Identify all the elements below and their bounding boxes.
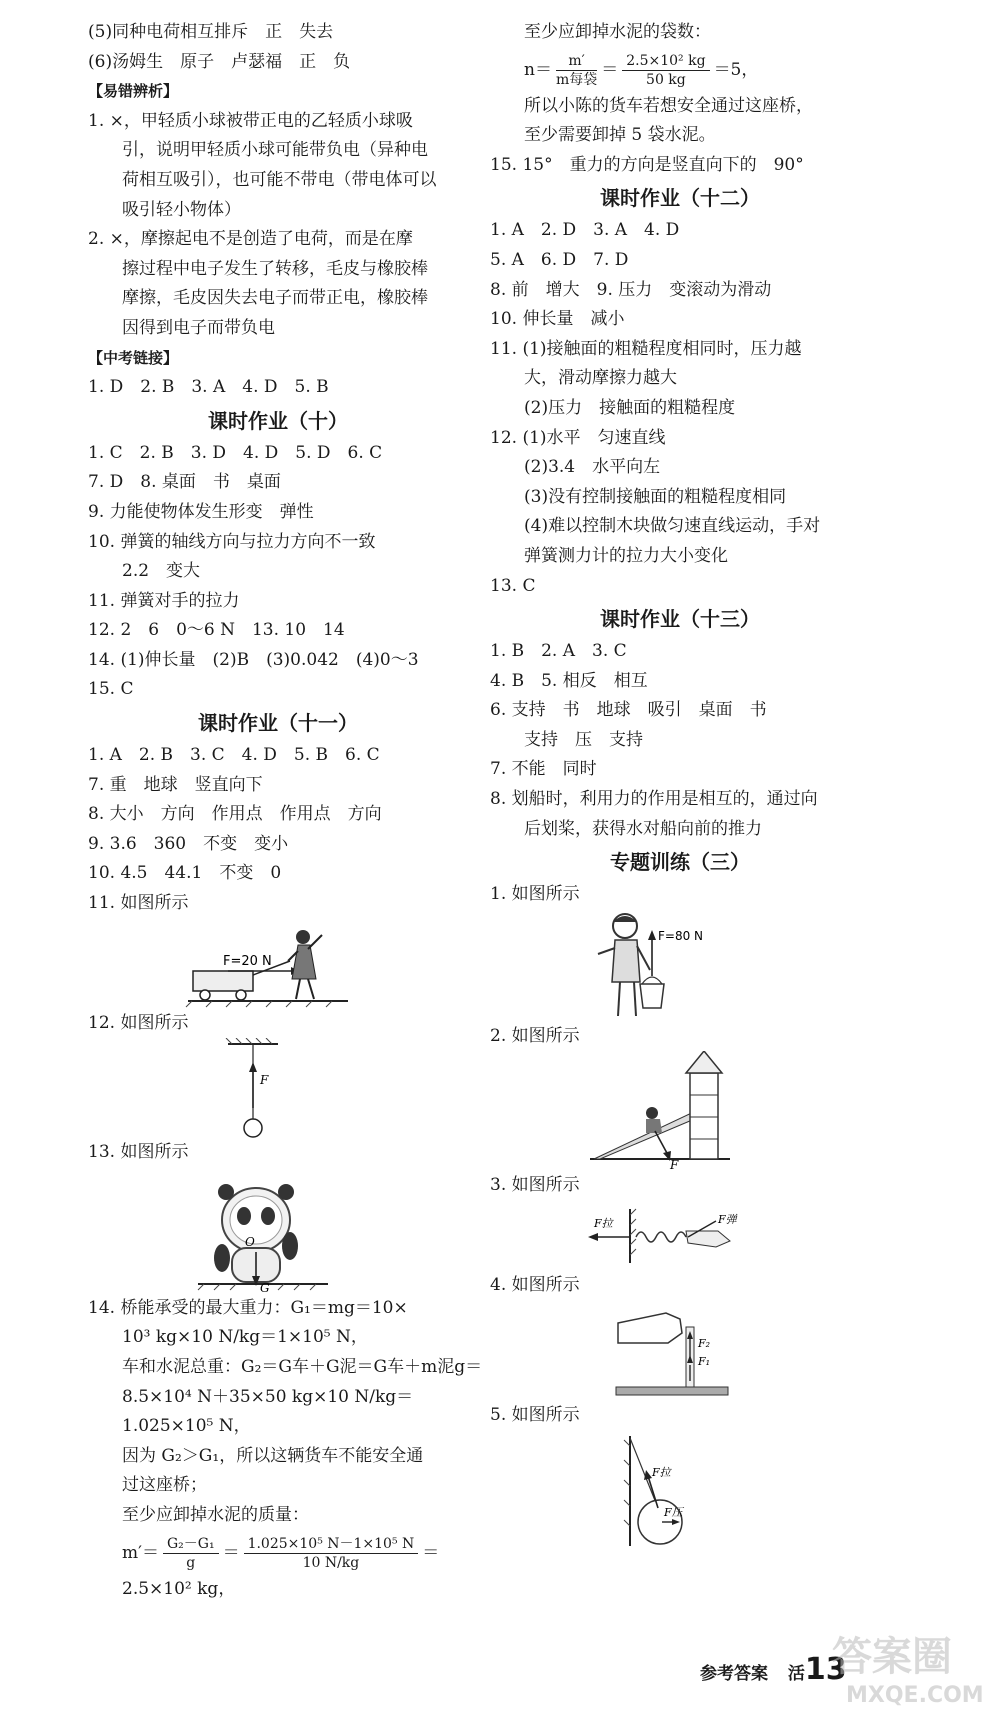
- watermark-text: 答案圈: [832, 1634, 952, 1680]
- answer-line: 8. 大小 方向 作用点 作用点 方向: [88, 804, 382, 825]
- section-tag-error: 【易错辨析】: [88, 82, 179, 101]
- figure-hand-rod: [490, 1301, 870, 1401]
- answer-line: 12. 如图所示: [88, 1012, 189, 1033]
- force-label: G: [260, 1280, 270, 1294]
- section-heading: 专题训练（三）: [610, 850, 750, 875]
- answer-line: 引，说明甲轻质小球可能带负电（异种电: [122, 140, 428, 161]
- answer-line: 2. ×，摩擦起电不是创造了电荷，而是在摩: [88, 229, 413, 250]
- section-tag-exam: 【中考链接】: [88, 348, 179, 367]
- section-heading: 课时作业（十一）: [198, 711, 358, 736]
- answer-line: (2)压力 接触面的粗糙程度: [524, 397, 736, 418]
- figure-slide: [490, 1051, 870, 1171]
- answer-line: 摩擦，毛皮因失去电子而带正电，橡胶棒: [122, 288, 428, 309]
- answer-line: 4. B 5. 相反 相互: [490, 670, 648, 691]
- answer-line: 11. 弹簧对手的拉力: [88, 590, 240, 611]
- answer-line: 所以小陈的货车若想安全通过这座桥，: [524, 95, 813, 116]
- fraction: $\frac{\text{1.025×10⁵ N－1×10⁵ N}}{10 N/kg}$: [244, 1535, 419, 1572]
- right-column: [490, 18, 870, 1550]
- answer-line: 4. 如图所示: [490, 1275, 580, 1296]
- page-footer: [700, 1652, 847, 1687]
- answer-line: 9. 力能使物体发生形变 弹性: [88, 501, 314, 522]
- answer-line: 8. 前 增大 9. 压力 变滚动为滑动: [490, 279, 772, 300]
- answer-line: 15. 15° 重力的方向是竖直向下的 90°: [490, 154, 804, 175]
- answer-line: 1. D 2. B 3. A 4. D 5. B: [88, 377, 329, 398]
- answer-line: 10. 伸长量 减小: [490, 309, 625, 330]
- fraction: $\frac{m'}{\text{m每袋}}$: [555, 52, 598, 88]
- answer-line: 5. A 6. D 7. D: [490, 249, 629, 270]
- center-label: O: [245, 1234, 255, 1249]
- answer-line: (6)汤姆生 原子 卢瑟福 正 负: [88, 51, 351, 72]
- cart-girl-figure: [88, 919, 468, 1009]
- answer-line: 13. 如图所示: [88, 1142, 189, 1163]
- answer-line: 至少应卸掉水泥的袋数：: [524, 22, 711, 42]
- answer-line: 3. 如图所示: [490, 1175, 580, 1196]
- answer-line: 10³ kg×10 N/kg＝1×10⁵ N，: [122, 1327, 368, 1348]
- hand-rod-figure: [490, 1301, 870, 1401]
- answer-line: 大，滑动摩擦力越大: [524, 368, 677, 389]
- force-label: F弹: [718, 1213, 737, 1227]
- left-column: [88, 18, 483, 1604]
- answer-line: 1. B 2. A 3. C: [490, 641, 627, 662]
- force-label: F压: [664, 1506, 683, 1520]
- answer-line: 1. A 2. B 3. C 4. D 5. B 6. C: [88, 745, 380, 766]
- boy-bucket-figure: [490, 910, 870, 1022]
- force-label: F拉: [594, 1217, 613, 1231]
- answer-line: 8. 划船时，利用力的作用是相互的，通过向: [490, 789, 818, 810]
- answer-line: 7. 重 地球 竖直向下: [88, 774, 263, 795]
- ball-wall-figure: [490, 1430, 870, 1550]
- force-label: F: [670, 1158, 679, 1172]
- answer-line: 1. 如图所示: [490, 884, 580, 905]
- slide-figure: [490, 1051, 870, 1171]
- section-heading: 课时作业（十）: [208, 408, 348, 433]
- answer-line: 车和水泥总重：G₂＝G车＋G泥＝G车＋m泥g＝: [122, 1357, 483, 1377]
- answer-line: 2.2 变大: [122, 561, 201, 582]
- answer-line: 11. (1)接触面的粗糙程度相同时，压力越: [490, 338, 802, 359]
- figure-bucket: [490, 910, 870, 1022]
- footer-mark: 活: [787, 1664, 805, 1684]
- section-heading: 课时作业（十二）: [600, 186, 760, 211]
- force-label: F=80 N: [658, 928, 704, 943]
- answer-line: 至少需要卸掉 5 袋水泥。: [524, 125, 716, 146]
- answer-line: 弹簧测力计的拉力大小变化: [524, 545, 728, 566]
- answer-line: (2)3.4 水平向左: [524, 457, 661, 478]
- force-label: F=20 N: [223, 953, 272, 969]
- answer-line: 1. A 2. D 3. A 4. D: [490, 220, 680, 241]
- page-number: 13: [804, 1652, 847, 1687]
- answer-line: 10. 4.5 44.1 不变 0: [88, 863, 282, 884]
- answer-line: 支持 压 支持: [524, 729, 643, 750]
- answer-line: 14. (1)伸长量 (2)B (3)0.042 (4)0～3: [88, 649, 419, 670]
- answer-line: 因为 G₂＞G₁，所以这辆货车不能安全通: [122, 1445, 424, 1466]
- panda-figure: [88, 1168, 468, 1294]
- answer-line: 吸引轻小物体）: [122, 199, 241, 220]
- formula-line: m′＝ $\frac{\text{G₂－G₁}}{g}$ ＝ $\frac{\text{1.025×10⁵ N－1×10⁵ N}}{10 N/kg}$ ＝: [122, 1535, 440, 1571]
- answer-line: 8.5×10⁴ N＋35×50 kg×10 N/kg＝: [122, 1386, 414, 1407]
- figure-ball-wall: [490, 1430, 870, 1550]
- answer-line: 1. C 2. B 3. D 4. D 5. D 6. C: [88, 442, 383, 463]
- answer-line: 过这座桥；: [122, 1475, 207, 1496]
- answer-line: 因得到电子而带负电: [122, 317, 275, 338]
- figure-cart: [88, 919, 468, 1009]
- footer-label: 参考答案: [700, 1664, 768, 1684]
- answer-line: 1.025×10⁵ N，: [122, 1416, 251, 1437]
- answer-line: 5. 如图所示: [490, 1404, 580, 1425]
- answer-line: 擦过程中电子发生了转移，毛皮与橡胶棒: [122, 258, 428, 279]
- figure-spring: [490, 1201, 870, 1271]
- answer-line: 14. 桥能承受的最大重力：G₁＝mg＝10×: [88, 1297, 408, 1318]
- answer-line: 2. 如图所示: [490, 1025, 580, 1046]
- answer-line: 9. 3.6 360 不变 变小: [88, 833, 289, 854]
- pendulum-figure: [88, 1038, 468, 1138]
- figure-pendulum: [88, 1038, 468, 1138]
- answer-line: 至少应卸掉水泥的质量：: [122, 1504, 309, 1525]
- answer-line: 后划桨，获得水对船向前的推力: [524, 818, 762, 839]
- fraction: $\frac{\text{2.5×10² kg}}{50 kg}$: [622, 52, 709, 89]
- answer-line: 12. (1)水平 匀速直线: [490, 427, 666, 448]
- answer-line: 6. 支持 书 地球 吸引 桌面 书: [490, 700, 767, 721]
- answer-line: (4)难以控制木块做匀速直线运动，手对: [524, 516, 821, 537]
- force-label: F₂: [698, 1336, 711, 1350]
- figure-panda: [88, 1168, 468, 1294]
- watermark-logo: [826, 1620, 996, 1710]
- answer-line: 1. ×，甲轻质小球被带正电的乙轻质小球吸: [88, 110, 413, 131]
- answer-line: 荷相互吸引），也可能不带电（带电体可以: [122, 169, 437, 190]
- force-label: F: [260, 1073, 269, 1088]
- answer-line: 10. 弹簧的轴线方向与拉力方向不一致: [88, 531, 376, 552]
- answer-line: 11. 如图所示: [88, 893, 189, 914]
- answer-line: 15. C: [88, 679, 134, 700]
- section-heading: 课时作业（十三）: [600, 607, 760, 632]
- spring-figure: [490, 1201, 870, 1271]
- formula-line: n＝ $\frac{m'}{\text{m每袋}}$ ＝ $\frac{\text{2.5×10² kg}}{50 kg}$ ＝5，: [524, 52, 759, 88]
- force-label: F拉: [652, 1466, 671, 1480]
- answer-line: 2.5×10² kg，: [122, 1578, 236, 1599]
- fraction: $\frac{\text{G₂－G₁}}{g}$: [163, 1535, 219, 1572]
- answer-line: 7. 不能 同时: [490, 759, 597, 780]
- answer-line: (3)没有控制接触面的粗糙程度相同: [524, 486, 787, 507]
- force-label: F₁: [698, 1354, 711, 1368]
- answer-line: 12. 2 6 0～6 N 13. 10 14: [88, 620, 345, 641]
- answer-line: 13. C: [490, 575, 536, 596]
- watermark-url: MXQE.COM: [846, 1683, 984, 1708]
- answer-line: 7. D 8. 桌面 书 桌面: [88, 472, 281, 493]
- answer-line: (5)同种电荷相互排斥 正 失去: [88, 22, 334, 42]
